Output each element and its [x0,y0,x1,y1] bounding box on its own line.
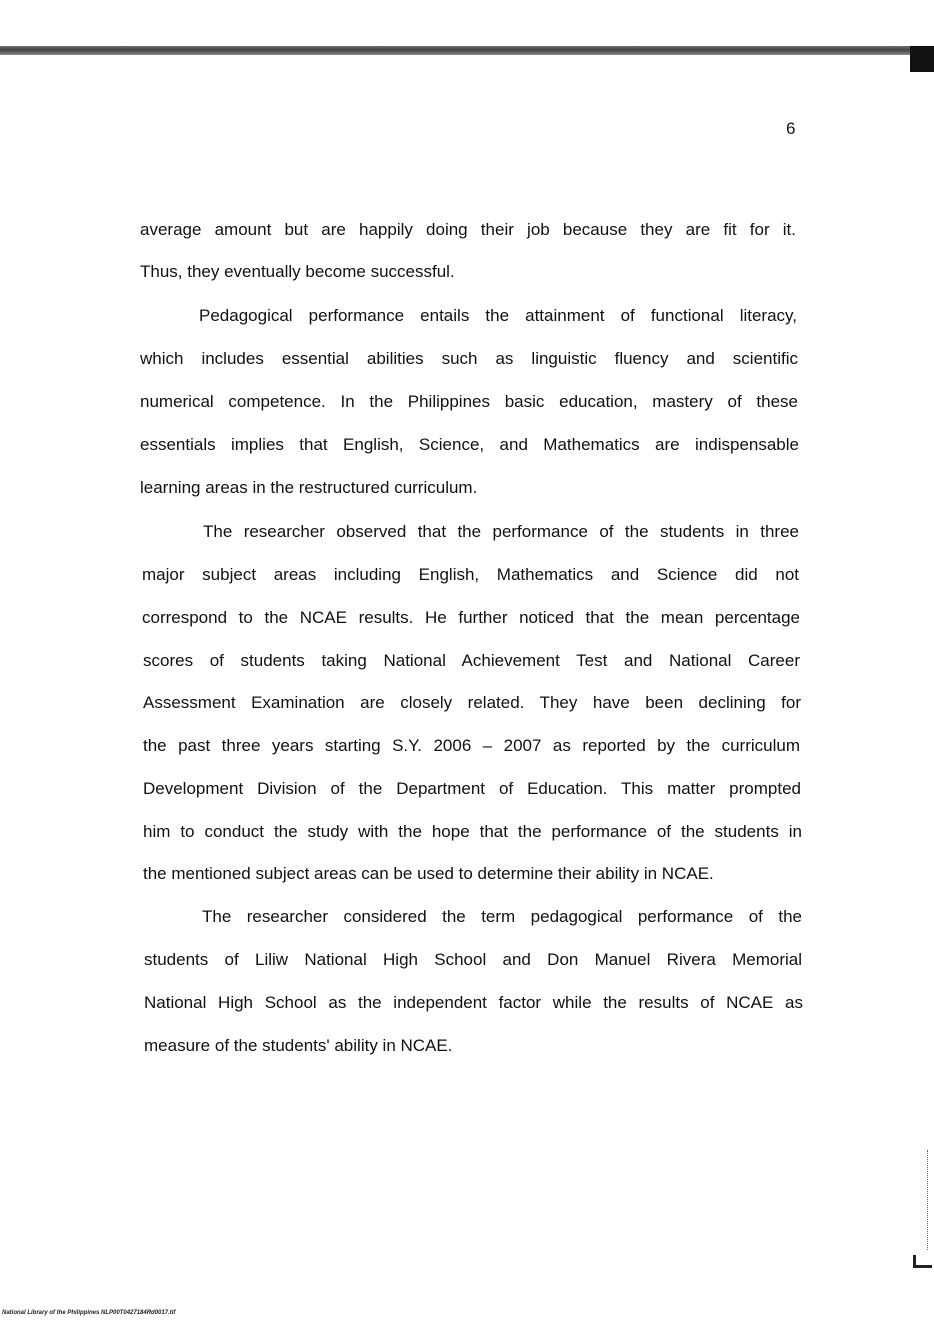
text-line: average amount but are happily doing their job because they are fit for it. [140,220,796,239]
text-line: Assessment Examination are closely related. They have been declining for [143,693,801,712]
text-line: which includes essential abilities such as linguistic fluency and scientific [140,349,798,368]
text-line: National High School as the independent factor while the results of NCAE as [144,993,803,1012]
scan-margin-mark [925,1150,928,1250]
text-line: him to conduct the study with the hope that the performance of the students in [143,822,802,841]
text-line: Pedagogical performance entails the attainment of functional literacy, [199,306,797,325]
text-line: learning areas in the restructured curriculum. [140,478,478,497]
scan-edge-bar [0,46,912,55]
text-line: numerical competence. In the Philippines basic education, mastery of these [140,392,798,411]
scan-bracket-mark [913,1255,932,1268]
text-line: scores of students taking National Achievement Test and National Career [143,651,800,670]
text-line: measure of the students' ability in NCAE. [144,1036,453,1055]
library-footer-stamp: National Library of the Philippines NLP00T0427184Rd0017.tif [2,1310,176,1316]
text-line: The researcher observed that the performance of the students in three [203,522,799,541]
text-line: The researcher considered the term pedagogical performance of the [202,907,802,926]
text-line: correspond to the NCAE results. He further noticed that the mean percentage [142,608,800,627]
text-line: students of Liliw National High School and Don Manuel Rivera Memorial [144,950,802,969]
text-line: Development Division of the Department of Education. This matter prompted [143,779,801,798]
scan-corner-mark [910,46,934,72]
page-number: 6 [786,119,796,138]
text-line: the past three years starting S.Y. 2006 – 2007 as reported by the curriculum [143,736,800,755]
text-line: major subject areas including English, Mathematics and Science did not [142,565,799,584]
text-line: Thus, they eventually become successful. [140,262,455,281]
text-line: the mentioned subject areas can be used to determine their ability in NCAE. [143,864,714,883]
text-line: essentials implies that English, Science, and Mathematics are indispensable [140,435,799,454]
